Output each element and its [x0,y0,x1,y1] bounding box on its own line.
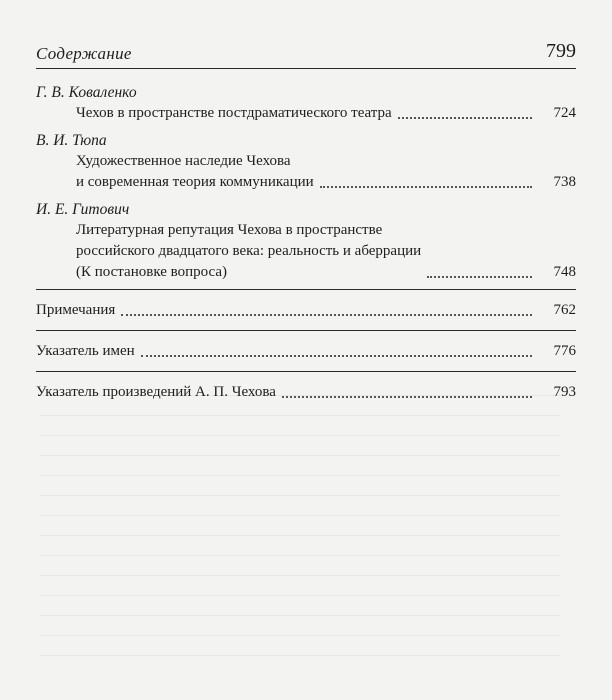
toc-section-page: 793 [553,384,576,400]
table-of-contents [36,82,576,412]
toc-section-title: Указатель имен [36,343,135,359]
dot-leader [320,186,532,188]
dot-leader [121,314,532,316]
dot-leader [398,117,532,119]
toc-entry[interactable] [36,151,576,193]
toc-entry-line: Чехов в пространстве постдраматического театра [76,105,392,121]
toc-entry-title [76,151,314,193]
toc-entry-page: 738 [553,174,576,190]
dot-leader [427,276,532,278]
toc-entry-title [76,103,392,124]
toc-entry[interactable] [36,220,576,283]
section-divider [36,330,576,331]
toc-author-group [36,199,576,283]
toc-section-title: Примечания [36,302,116,318]
toc-entry-title [76,220,421,283]
toc-author-group [36,130,576,193]
toc-author: Г. В. Коваленко [36,84,137,101]
toc-author: И. Е. Гитович [36,201,130,218]
running-header [36,40,576,69]
toc-section-page: 776 [553,343,576,359]
dot-leader [141,355,532,357]
toc-entry-line: Литературная репутация Чехова в пространстве [76,222,383,238]
toc-entry-line: Художественное наследие Чехова [76,153,291,169]
show-through-text [40,390,560,670]
toc-section-title: Указатель произведений А. П. Чехова [36,384,276,400]
dot-leader [282,396,532,398]
page-number: 799 [546,40,576,62]
running-header-title: Содержание [36,44,132,63]
toc-entry[interactable] [36,103,576,124]
toc-entry-page: 748 [553,264,576,280]
toc-section-entry[interactable] [36,382,576,403]
toc-entry-line: и современная теория коммуникации [76,174,314,190]
toc-author-group [36,82,576,124]
section-divider [36,289,576,290]
toc-section-page: 762 [553,302,576,318]
toc-section-entry[interactable] [36,341,576,362]
toc-entry-page: 724 [553,105,576,121]
section-divider [36,371,576,372]
toc-author: В. И. Тюпа [36,132,107,149]
toc-entry-line: российского двадцатого века: реальность и аберрации [76,243,422,259]
toc-entry-line: (К постановке вопроса) [76,264,228,280]
toc-section-entry[interactable] [36,300,576,321]
